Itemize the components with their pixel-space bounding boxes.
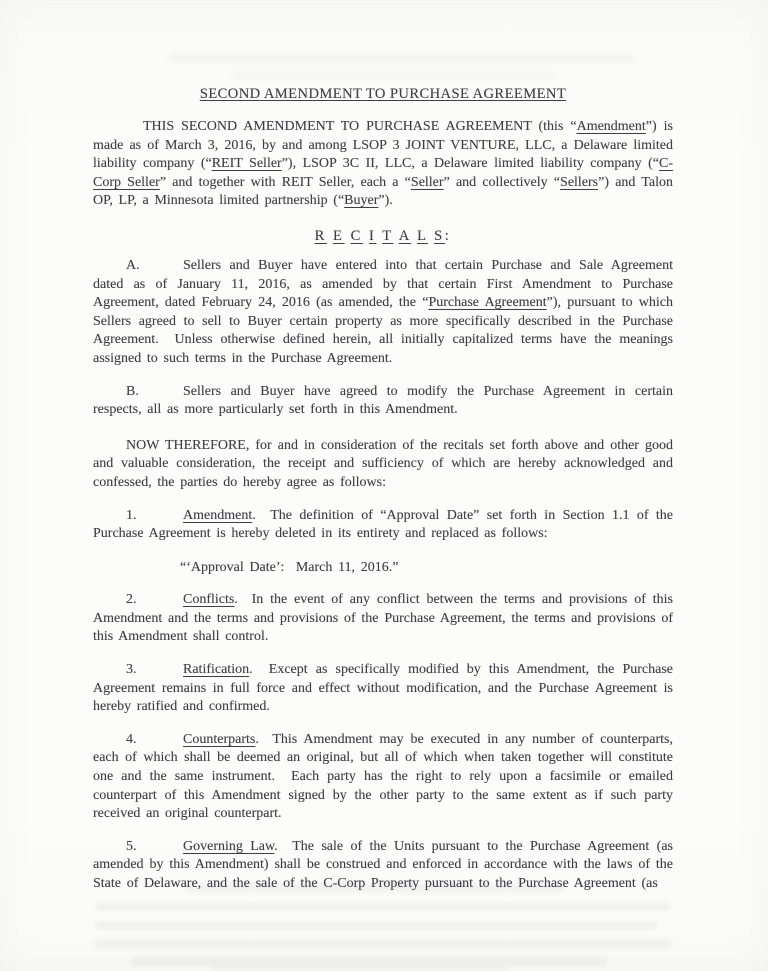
text-run: . The definition of “Approval Date” set forth in Section 1.1 of the Purchase Agreement is hereby deleted in its entirety and replaced as follows: [93,507,673,542]
text-run: ”), LSOP 3C II, LLC, a Delaware limited liability company (“ [281,156,659,172]
bleed-through-artifact [130,957,608,966]
underlined-term: Conflicts [183,592,235,608]
text-run: ”), pursuant to which Sellers agreed to sell to Buyer certain property as more specifically described in the Purchase Agreement. Unless otherwise defined herein, all initially capitalized terms have the meanings assigned to such terms in the Purchase Agreement. [93,295,674,366]
underlined-term: S [434,227,445,244]
text-run: THIS SECOND AMENDMENT TO PURCHASE AGREEMENT (this “ [143,119,577,134]
underlined-term: C-Corp Seller [93,156,673,190]
underlined-term: L [417,227,429,244]
underlined-term: Ratification [183,662,250,678]
recital-b-paragraph [93,383,673,420]
underlined-term: Seller [410,174,444,190]
underlined-term: Purchase Agreement [428,295,547,311]
document-title: SECOND AMENDMENT TO PURCHASE AGREEMENT [199,86,567,102]
section-4-number: 4. [126,731,137,747]
section-3-ratification-paragraph [93,661,673,717]
section-3-number: 3. [126,662,137,678]
text-run: . In the event of any conflict between the terms and provisions of this Amendment and the terms and provisions of the Purchase Agreement, the terms and provisions of this Amendment shall control. [93,592,673,645]
section-2-number: 2. [126,592,137,608]
underlined-term: Buyer [344,193,379,209]
approval-date-quote [180,559,673,578]
recital-b-label: B. [126,383,139,399]
bleed-through-artifact [232,71,557,80]
intro-paragraph [93,118,673,211]
section-1-number: 1. [126,507,137,523]
recitals-heading [93,228,673,245]
underlined-term: Governing Law [183,838,275,854]
text-run: NOW THEREFORE, for and in consideration of the recitals set forth above and other good and valuable consideration, the receipt and sufficiency of which are hereby acknowledged and confessed, the parties do hereby agree as follows: [93,437,673,490]
text-run: : [444,227,452,244]
underlined-term: Counterparts [183,731,256,747]
section-2-conflicts-paragraph [93,591,673,647]
underlined-term: R [314,227,327,244]
underlined-term: Amendment [183,507,253,523]
text-run: “‘Approval Date’: March 11, 2016.” [180,559,399,575]
document-body [93,86,673,908]
text-run: ” and collectively “ [443,174,561,190]
bleed-through-artifact [95,939,672,949]
text-run: ”) and Talon OP, LP, a Minnesota limited partnership (“ [93,174,673,209]
text-run: Sellers and Buyer have agreed to modify the Purchase Agreement in certain respects, all as more particularly set forth in this Amendment. [93,383,673,418]
underlined-term: A [398,227,411,244]
bleed-through-artifact [95,921,658,930]
section-5-number: 5. [126,838,137,854]
underlined-term: T [382,227,394,244]
text-run: ” and together with REIT Seller, each a “ [159,174,411,190]
section-4-counterparts-paragraph [93,731,673,824]
text-run: ”) is made as of March 3, 2016, by and among LSOP 3 JOINT VENTURE, LLC, a Delaware limited liability company (“ [93,119,673,172]
underlined-term: C [350,227,363,244]
underlined-term: E [333,227,345,244]
text-run: Sellers and Buyer have entered into that certain Purchase and Sale Agreement dated as of January 11, 2016, as amended by that certain First Amendment to Purchase Agreement, dated February 24, 2016 (as amended, the “ [93,257,673,311]
underlined-term: Sellers [560,174,599,190]
text-run: . Except as specifically modified by this Amendment, the Purchase Agreement remains in full force and effect without modification, and the Purchase Agreement is hereby ratified and confirmed. [93,662,673,715]
bleed-through-artifact [210,966,510,971]
section-5-governing-law-paragraph [93,838,673,894]
bleed-through-artifact [168,53,636,63]
underlined-term: REIT Seller [211,156,282,172]
text-run: ”). [378,193,393,209]
recital-a-label: A. [126,257,140,273]
recital-a-paragraph [93,257,673,369]
underlined-term: Amendment [576,119,646,134]
section-1-amendment-paragraph [93,507,673,544]
text-run: . This Amendment may be executed in any number of counterparts, each of which shall be deemed an original, but all of which when taken together will constitute one and the same instrument. Each party has the right to rely upon a facsimile or emailed counterpart of this Amendment signed by the other party to the same extent as if such party received an original counterpart. [93,731,673,822]
text-run: . The sale of the Units pursuant to the Purchase Agreement (as amended by this Amendment) shall be construed and enforced in accordance with the laws of the State of Delaware, and the sale of the C-Corp Property pursuant to the Purchase Agreement (as [93,838,673,891]
now-therefore-paragraph [93,437,673,493]
underlined-term: I [368,227,377,244]
